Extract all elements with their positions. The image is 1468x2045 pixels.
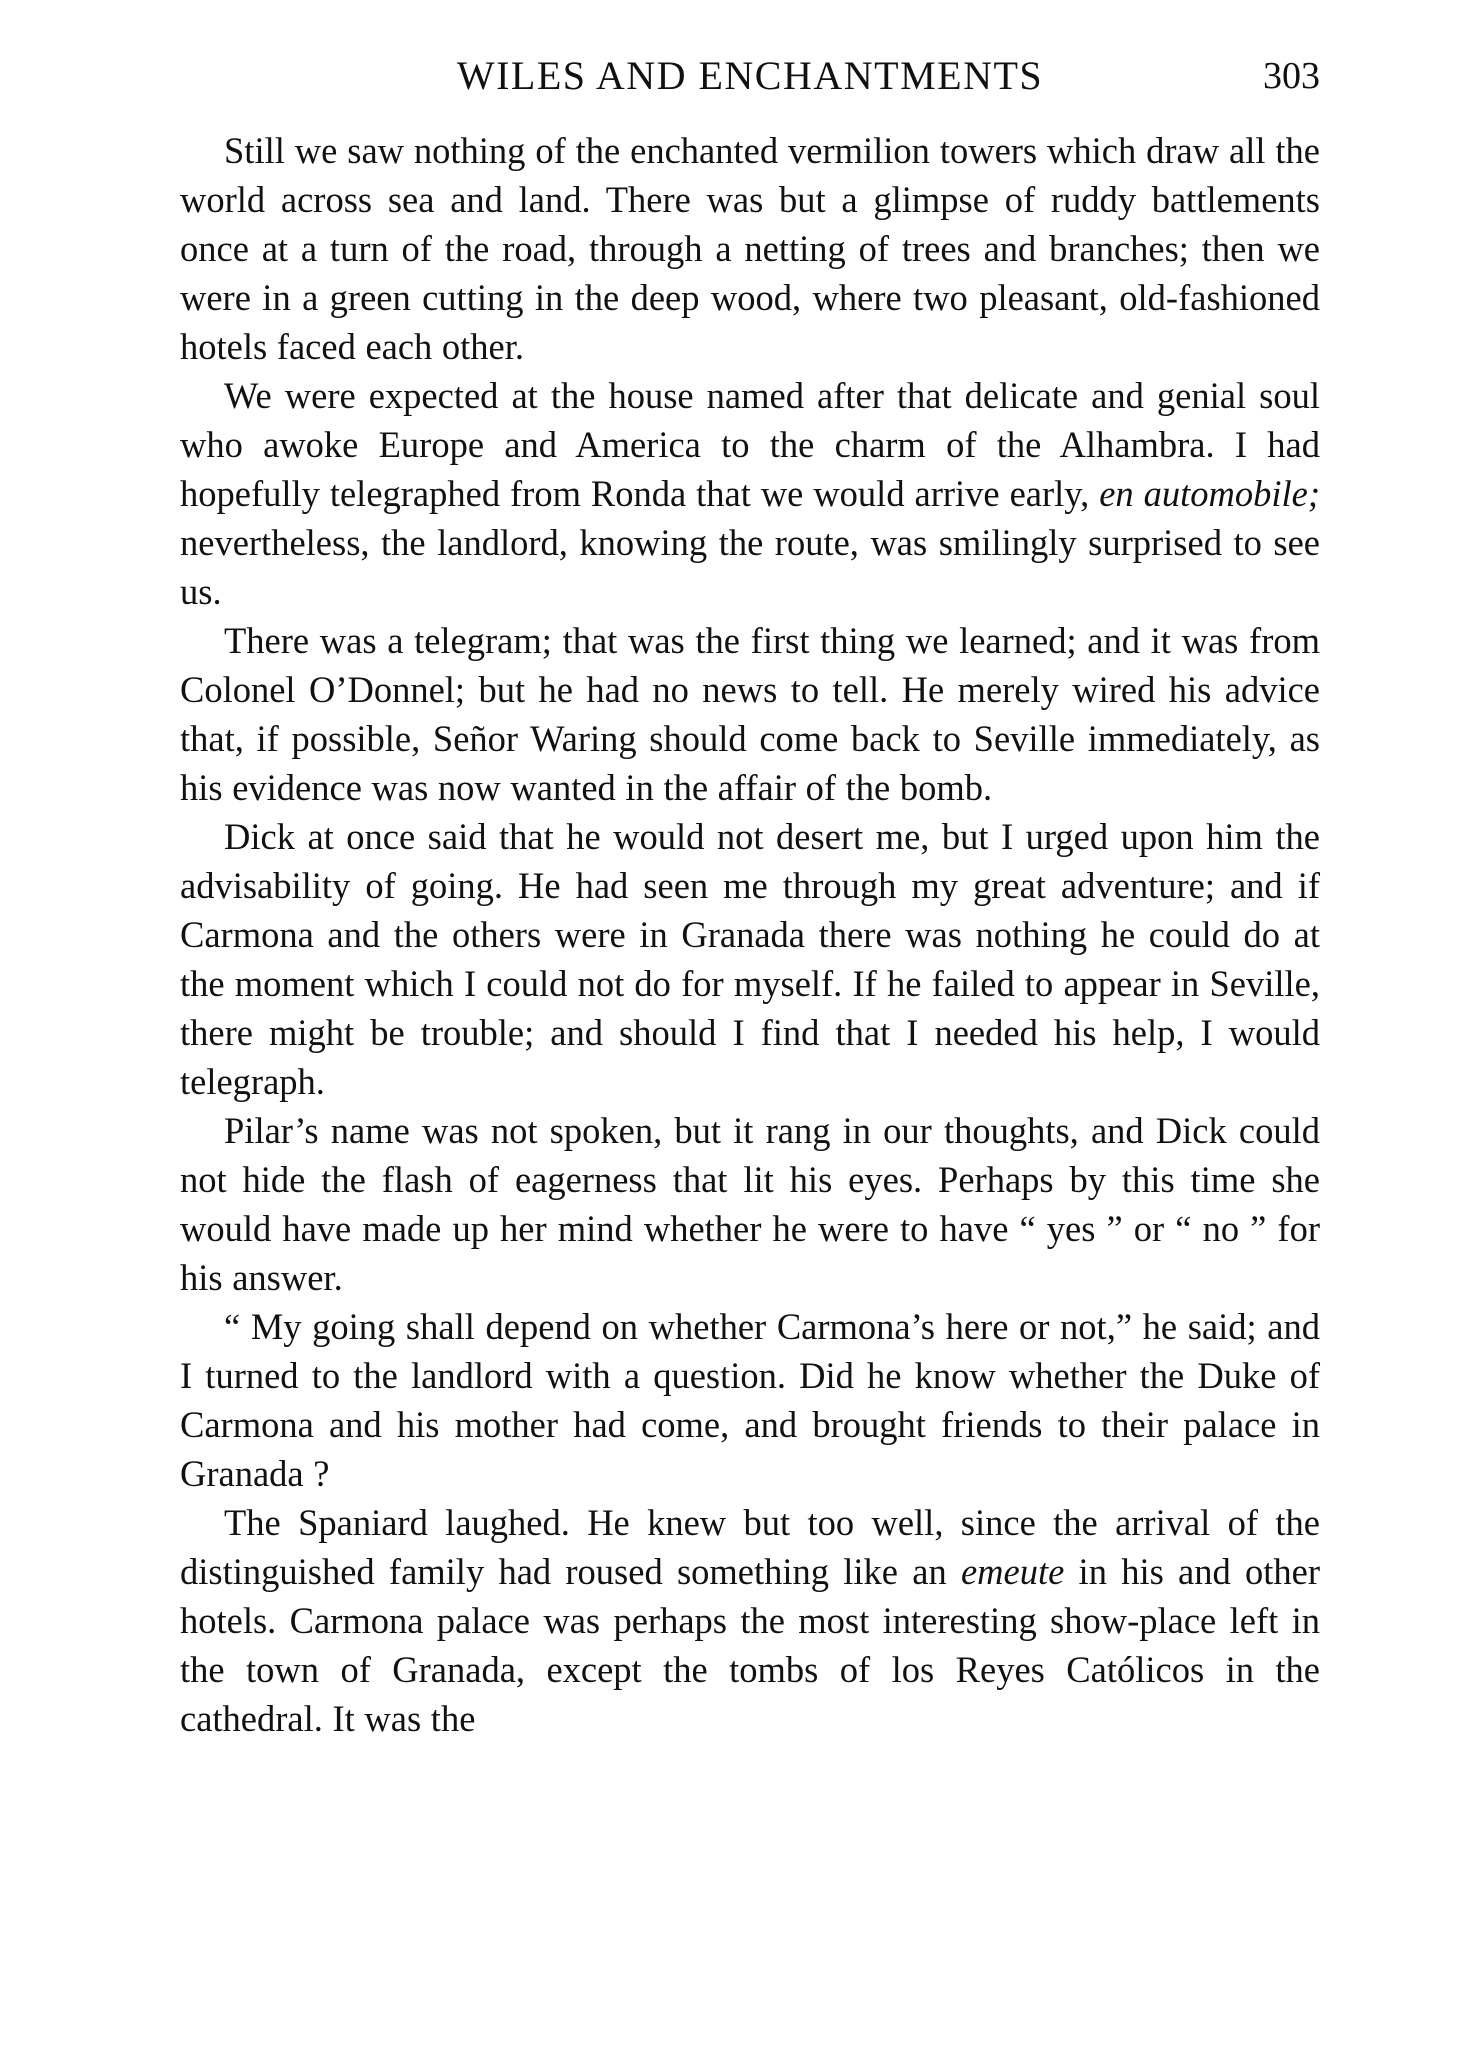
paragraph-text: in his and other hotels. Carmona palace was perhaps the most interesting show-place left in the town of Granada, except the tombs of los Reyes Católicos in the cathedral. It was the [180, 1551, 1320, 1739]
body-text [180, 126, 1320, 1743]
paragraph-text: The Spaniard laughed. He knew but too well, since the arrival of the distinguished family had roused something like an [180, 1502, 1320, 1592]
paragraph-text: Pilar’s name was not spoken, but it rang in our thoughts, and Dick could not hide the flash of eagerness that lit his eyes. Perhaps by this time she would have made up her mind whether he were to have “ yes ” or “ no ” for his answer. [180, 1110, 1320, 1298]
paragraph-6 [180, 1302, 1320, 1498]
paragraph-text: “ My going shall depend on whether Carmona’s here or not,” he said; and I turned to the landlord with a question. Did he know whether the Duke of Carmona and his mother had come, and brought friends to their palace in Granada ? [180, 1306, 1320, 1494]
italic-word: emeute [960, 1551, 1065, 1592]
italic-phrase: en automobile; [1099, 473, 1320, 514]
paragraph-text: Still we saw nothing of the enchanted vermilion towers which draw all the world across sea and land. There was but a glimpse of ruddy battlements once at a turn of the road, through a netting of trees and branches; then we were in a green cutting in the deep wood, where two pleasant, old-fashioned hotels faced each other. [180, 130, 1320, 367]
paragraph-text: There was a telegram; that was the first thing we learned; and it was from Colonel O’Donnel; but he had no news to tell. He merely wired his advice that, if possible, Señor Waring should come back to Seville immediately, as his evidence was now wanted in the affair of the bomb. [180, 620, 1320, 808]
running-title: WILES AND ENCHANTMENTS [456, 53, 1044, 98]
paragraph-5 [180, 1106, 1320, 1302]
paragraph-text: nevertheless, the landlord, knowing the route, was smilingly surprised to see us. [180, 522, 1320, 612]
paragraph-text: Dick at once said that he would not desert me, but I urged upon him the advisability of going. He had seen me through my great adventure; and if Carmona and the others were in Granada there was nothing he could do at the moment which I could not do for myself. If he failed to appear in Seville, there might be trouble; and should I find that I needed his help, I would telegraph. [180, 816, 1320, 1102]
paragraph-3 [180, 616, 1320, 812]
paragraph-4 [180, 812, 1320, 1106]
running-header [180, 52, 1320, 112]
paragraph-2 [180, 371, 1320, 616]
paragraph-text: We were expected at the house named after that delicate and genial soul who awoke Europe and America to the charm of the Alhambra. I had hopefully telegraphed from Ronda that we would arrive early, [180, 375, 1320, 514]
paragraph-7 [180, 1498, 1320, 1743]
page-number: 303 [1263, 55, 1320, 97]
paragraph-1 [180, 126, 1320, 371]
